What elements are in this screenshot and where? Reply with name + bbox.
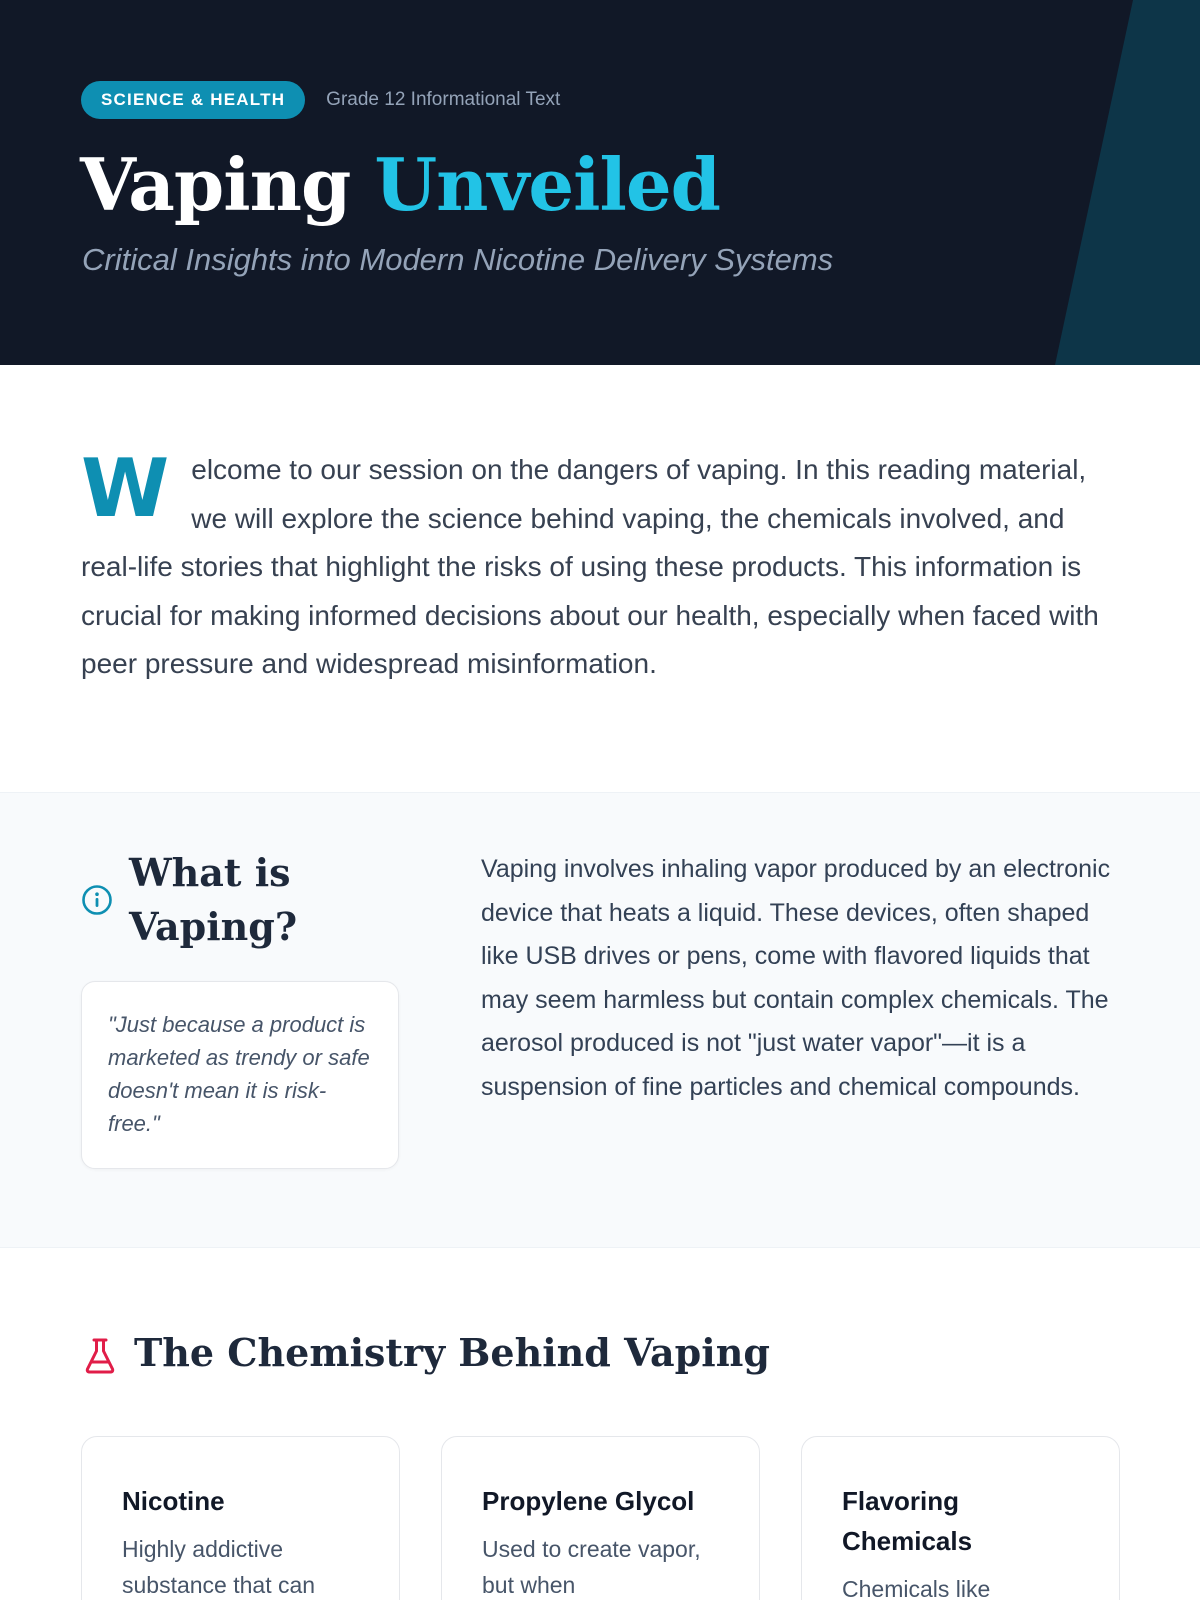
page-title: [80, 142, 720, 227]
drop-cap: W: [81, 442, 170, 535]
quote-card: "Just because a product is marketed as trendy or safe doesn't mean it is risk-free.": [81, 981, 399, 1169]
chemical-card-title: Nicotine: [122, 1486, 225, 1516]
chemical-card-propylene-glycol: [441, 1436, 760, 1600]
intro-paragraph: [81, 442, 1121, 689]
page-subtitle: Critical Insights into Modern Nicotine Delivery Systems: [82, 242, 834, 277]
chemical-card-nicotine: [81, 1436, 400, 1600]
chemical-card-text: Chemicals like: [842, 1576, 991, 1600]
chemical-card-title: Flavoring Chemicals: [842, 1486, 973, 1556]
chemical-card-title: Propylene Glycol: [482, 1486, 695, 1516]
chemistry-heading: The Chemistry Behind Vaping: [134, 1330, 770, 1375]
title-main: Vaping: [80, 142, 351, 227]
chemical-card-flavoring: [801, 1436, 1120, 1600]
chemical-card-text: Used to create vapor, but when: [482, 1536, 701, 1598]
what-is-vaping-heading: What is Vaping?: [129, 850, 298, 949]
hero-meta: [81, 81, 560, 119]
chemical-card-text: Highly addictive substance that can: [122, 1536, 316, 1598]
subject-tag: SCIENCE & HEALTH: [81, 81, 305, 119]
hero-banner: [0, 0, 1200, 365]
intro-text: elcome to our session on the dangers of vaping. In this reading material, we will explore the science behind vaping, the chemicals involved, and real-life stories that highlight the risks of using these products. This information is crucial for making informed decisions about our health, especially when faced with peer pressure and widespread misinformation.: [81, 454, 1099, 679]
title-accent: Unveiled: [374, 142, 721, 227]
flask-icon: [83, 1336, 117, 1376]
info-icon: [81, 884, 113, 916]
grade-label: Grade 12 Informational Text: [326, 89, 561, 110]
what-is-vaping-body: Vaping involves inhaling vapor produced by an electronic device that heats a liquid. These devices, often shaped like USB drives or pens, come with flavored liquids that may seem harmless but contain complex chemicals. The aerosol produced is not "just water vapor"—it is a suspension of fine particles and chemical compounds.: [481, 855, 1111, 1101]
